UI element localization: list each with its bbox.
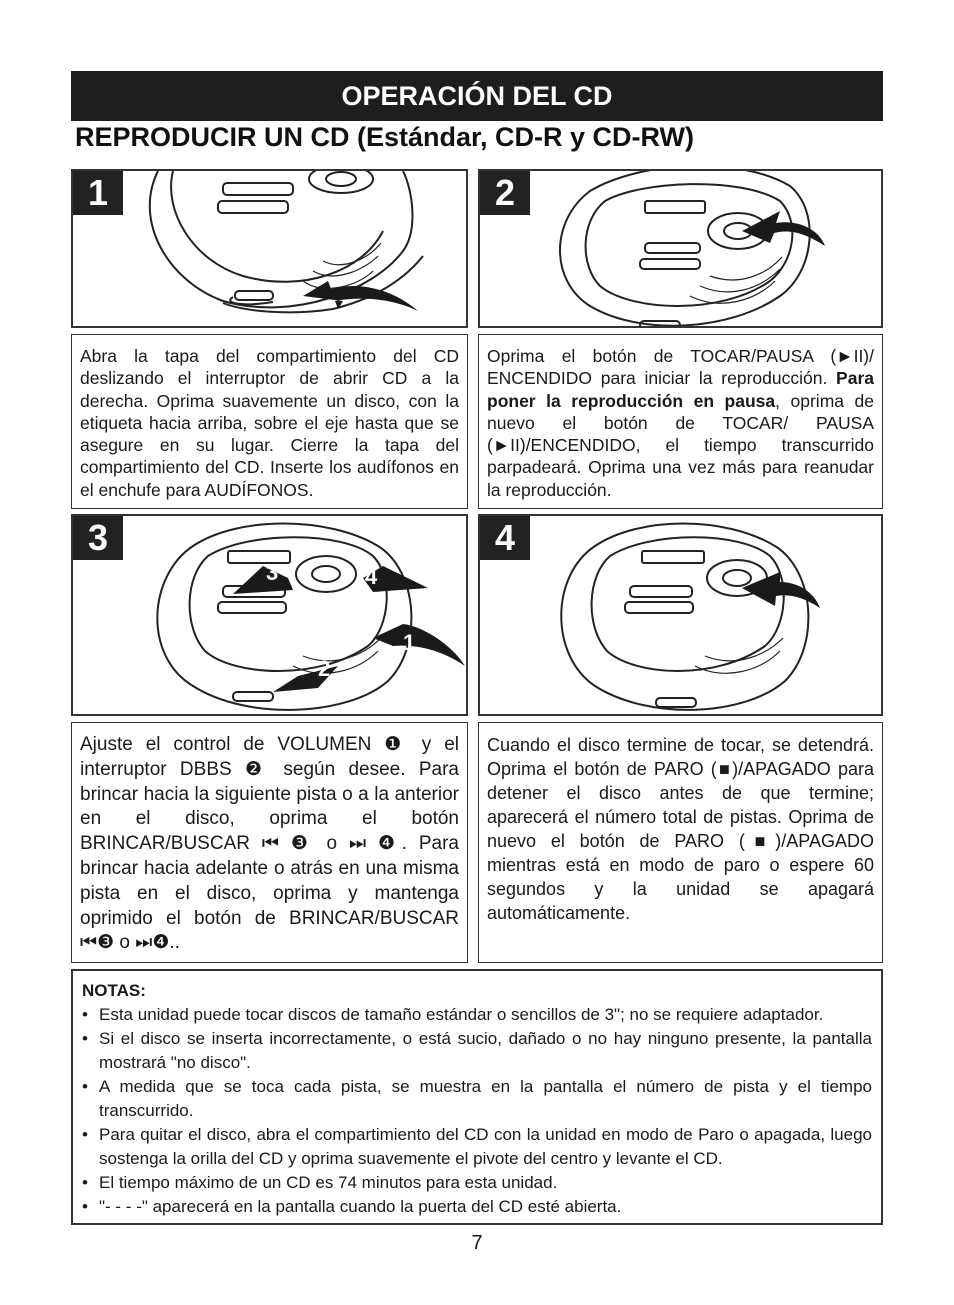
step-1-illustration — [71, 169, 468, 328]
page-subtitle: REPRODUCIR UN CD (Estándar, CD-R y CD-RW) — [75, 122, 695, 152]
note-item: • El tiempo máximo de un CD es 74 minutos para esta unidad. — [82, 1171, 872, 1195]
note-item: • Si el disco se inserta incorrectamente, o está sucio, dañado o no hay ninguno presente, la pantalla mostrará "no disco". — [82, 1027, 872, 1075]
notes-list — [82, 1003, 872, 1219]
cd-player-drawing-4 — [480, 516, 883, 716]
step-number-1: 1 — [73, 171, 123, 215]
step-number-4: 4 — [480, 516, 530, 560]
step-3-paragraph: Ajuste el control de VOLUMEN ❶ y el interruptor DBBS ❷ según desee. Para brincar hacia la siguiente pista o a la anterior en el disco, oprima el botón BRINCAR/BUSCAR ⏮ ❸ o ⏭ ❹. Para brincar hacia adelante o atrás en una misma pista en el disco, oprima y mantenga oprimido el botón de BRINCAR/BUSCAR ⏮❸ o ⏭❹.. — [80, 734, 459, 954]
step-4-paragraph: Cuando el disco termine de tocar, se detendrá. Oprima el botón de PARO (■)/APAGADO para detener el disco antes de que termine; aparecerá el número total de pistas. Oprima de nuevo el botón de PARO (■)/APAGADO mientras está en modo de paro o espere 60 segundos y la unidad se apagará automáticamente. — [487, 735, 874, 923]
step-1-text — [71, 334, 468, 509]
step-2-bold: Para poner la reproducción en pausa — [487, 368, 874, 411]
cd-player-drawing-1 — [73, 171, 468, 328]
step-number-3: 3 — [73, 516, 123, 560]
step-2-text-a: Oprima el botón de TOCAR/PAUSA (►II)/ ENCENDIDO para iniciar la reproducción. — [487, 346, 874, 389]
section-header: OPERACIÓN DEL CD — [71, 71, 883, 121]
callout-1: 1 — [403, 630, 416, 655]
notes-title: NOTAS: — [82, 981, 146, 1000]
step-number-2: 2 — [480, 171, 530, 215]
note-item: • "- - - -" aparecerá en la pantalla cuando la puerta del CD esté abierta. — [82, 1195, 872, 1219]
page-number: 7 — [471, 1232, 483, 1254]
step-4-illustration — [478, 514, 883, 716]
callout-4: 4 — [365, 564, 378, 589]
step-1-paragraph: Abra la tapa del compartimiento del CD deslizando el interruptor de abrir CD a la derecha. Oprima suavemente un disco, con la etiqueta hacia arriba, sobre el eje hasta que se asegure en su lugar. Cierre la tapa del compartimiento del CD. Inserte los audífonos en el enchufe para AUDÍFONOS. — [80, 346, 459, 500]
notes-box — [71, 969, 883, 1225]
step-4-text — [478, 722, 883, 963]
callout-2: 2 — [318, 656, 331, 681]
note-item: • A medida que se toca cada pista, se muestra en la pantalla el número de pista y el tiempo transcurrido. — [82, 1075, 872, 1123]
step-2-illustration — [478, 169, 883, 328]
cd-player-drawing-2 — [480, 171, 883, 328]
note-item: • Para quitar el disco, abra el compartimiento del CD con la unidad en modo de Paro o apagada, luego sostenga la orilla del CD y oprima suavemente el pivote del centro y levante el CD. — [82, 1123, 872, 1171]
cd-player-drawing-3 — [73, 516, 468, 716]
step-3-illustration — [71, 514, 468, 716]
step-2-text-b: , oprima de nuevo el botón de TOCAR/ PAUSA (►II)/ENCENDIDO, el tiempo transcurrido parpadeará. Oprima una vez más para reanudar la reproducción. — [487, 390, 874, 500]
step-2-text — [478, 334, 883, 509]
step-2-paragraph — [487, 345, 874, 501]
note-item: • Esta unidad puede tocar discos de tamaño estándar o sencillos de 3"; no se requiere adaptador. — [82, 1003, 872, 1027]
callout-3: 3 — [266, 560, 279, 585]
step-3-text — [71, 722, 468, 963]
